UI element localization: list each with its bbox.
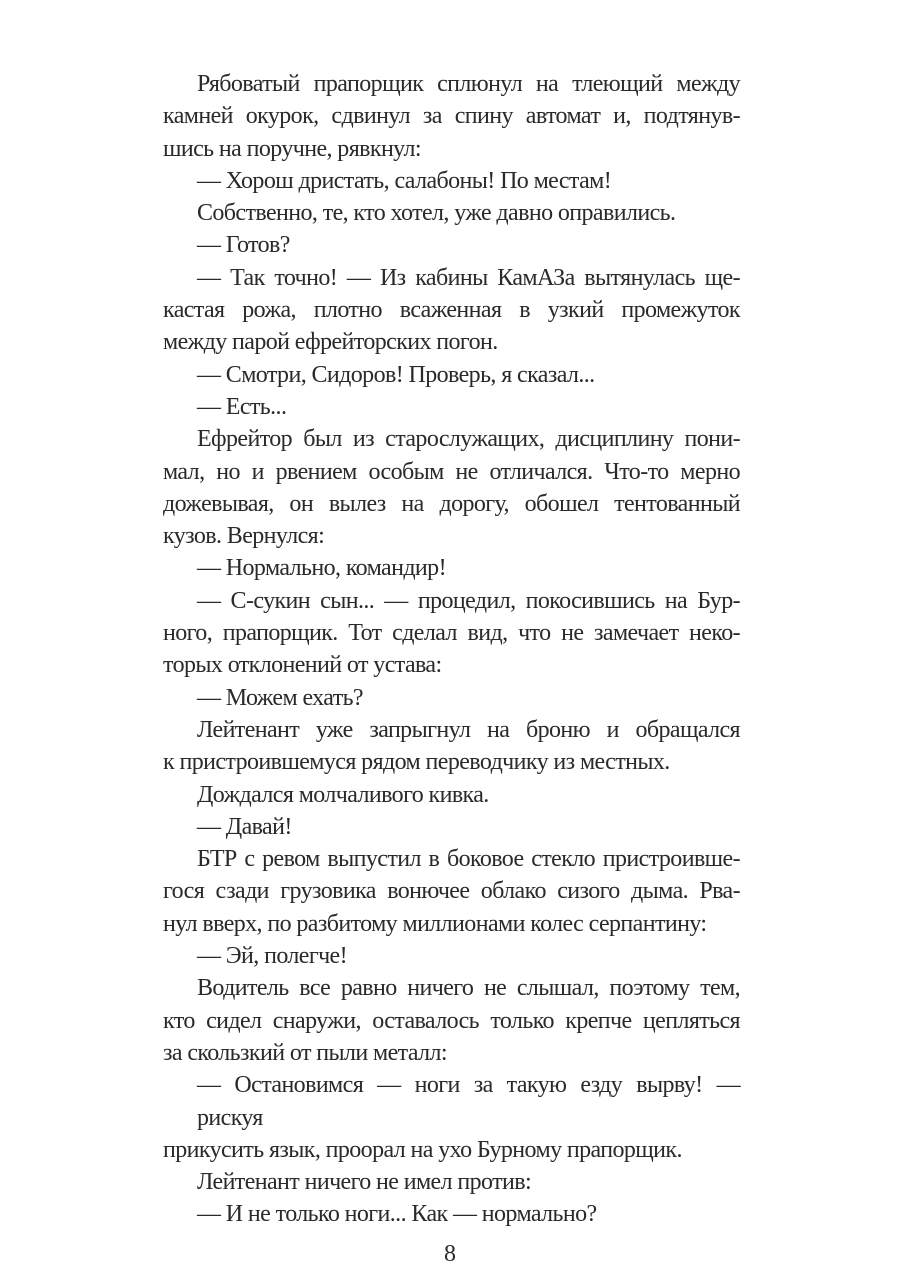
paragraph — [163, 811, 740, 843]
text-line: — Можем ехать? — [197, 684, 363, 711]
text-line: кузов. Вернулся: — [163, 523, 325, 550]
text-line: — Так точно! — Из кабины КамАЗа вытянулась ще- — [197, 264, 740, 291]
text-line: — Нормально, командир! — [197, 555, 446, 582]
paragraph — [163, 262, 740, 359]
text-line: — Смотри, Сидоров! Проверь, я сказал... — [197, 361, 595, 388]
text-line: — Есть... — [197, 393, 287, 420]
text-line: — Хорош дристать, салабоны! По местам! — [197, 167, 612, 194]
text-line: — Остановимся — ноги за такую езду вырву! — рискуя — [197, 1072, 740, 1131]
text-line: торых отклонений от устава: — [163, 652, 442, 679]
paragraph — [163, 940, 740, 972]
text-line: прикусить язык, проорал на ухо Бурному прапорщик. — [163, 1136, 682, 1163]
text-line: за скользкий от пыли металл: — [163, 1039, 447, 1066]
text-line: — С-сукин сын... — процедил, покосившись на Бур- — [197, 587, 740, 614]
text-line: кастая рожа, плотно всаженная в узкий промежуток — [163, 297, 740, 324]
text-line: Лейтенант ничего не имел против: — [197, 1169, 532, 1196]
text-line: БТР с ревом выпустил в боковое стекло пристроивше- — [197, 846, 740, 873]
paragraph — [163, 1166, 740, 1198]
paragraph — [163, 165, 740, 197]
text-line: мал, но и рвением особым не отличался. Что-то мерно — [163, 458, 740, 485]
text-line: — Давай! — [197, 813, 292, 840]
paragraph — [163, 1069, 740, 1166]
paragraph — [163, 585, 740, 682]
text-line: Рябоватый прапорщик сплюнул на тлеющий между — [197, 71, 740, 97]
text-line: — Готов? — [197, 232, 290, 259]
paragraph — [163, 229, 740, 261]
paragraph — [163, 972, 740, 1069]
text-line: — Эй, полегче! — [197, 943, 348, 970]
text-line: к пристроившемуся рядом переводчику из местных. — [163, 749, 670, 776]
text-line: Водитель все равно ничего не слышал, поэтому тем, — [197, 975, 740, 1002]
paragraph — [163, 423, 740, 552]
body-text — [163, 68, 740, 1231]
text-line: шись на поручне, рявкнул: — [163, 135, 421, 162]
text-line: кто сидел снаружи, оставалось только крепче цепляться — [163, 1007, 740, 1034]
paragraph — [163, 552, 740, 584]
text-line: Дождался молчаливого кивка. — [197, 781, 489, 808]
text-line: Собственно, те, кто хотел, уже давно оправились. — [197, 200, 676, 227]
paragraph — [163, 1198, 740, 1230]
page-number: 8 — [444, 1241, 456, 1267]
text-line: дожевывая, он вылез на дорогу, обошел тентованный — [163, 490, 740, 517]
paragraph — [163, 68, 740, 165]
text-line: нул вверх, по разбитому миллионами колес серпантину: — [163, 910, 707, 937]
paragraph — [163, 843, 740, 940]
paragraph — [163, 714, 740, 779]
paragraph — [163, 682, 740, 714]
text-line: камней окурок, сдвинул за спину автомат и, подтянув- — [163, 103, 740, 130]
text-line: Ефрейтор был из старослужащих, дисциплину пони- — [197, 426, 740, 453]
paragraph — [163, 779, 740, 811]
paragraph — [163, 391, 740, 423]
paragraph — [163, 359, 740, 391]
text-line: гося сзади грузовика вонючее облако сизого дыма. Рва- — [163, 878, 740, 905]
text-line: между парой ефрейторских погон. — [163, 329, 498, 356]
paragraph — [163, 197, 740, 229]
text-line: — И не только ноги... Как — нормально? — [197, 1201, 597, 1228]
text-line: ного, прапорщик. Тот сделал вид, что не замечает неко- — [163, 620, 740, 647]
text-line: Лейтенант уже запрыгнул на броню и обращался — [197, 716, 740, 743]
